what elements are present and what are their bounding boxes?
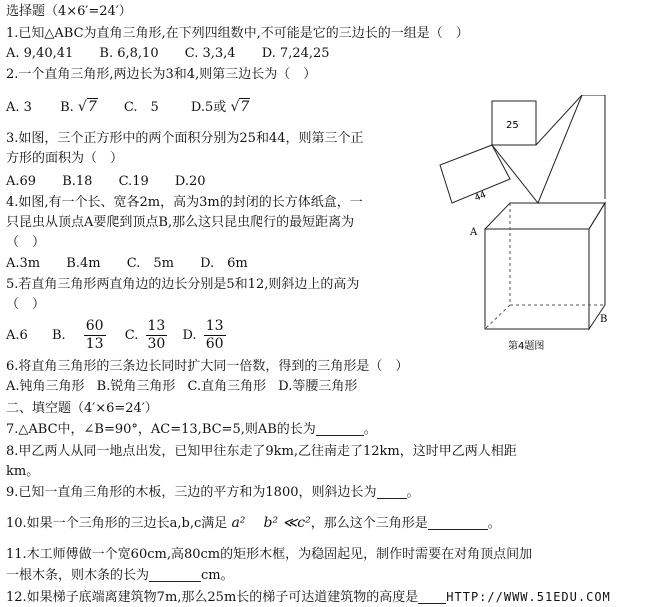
q1-options	[6, 45, 352, 63]
q11-answer-blank[interactable]	[149, 567, 201, 582]
q7-text: 7.△ABC中，∠B=90°，AC=13,BC=5,则AB的长为	[6, 422, 316, 437]
q10-answer-blank[interactable]	[428, 515, 488, 530]
q10-end: 。	[487, 516, 501, 531]
box-right	[589, 203, 608, 329]
q2-option-d: D.5或	[190, 100, 227, 115]
q8-line1: 8.甲乙两人从同一地点出发，已知甲往东走了9km,乙往南走了12km，这时甲乙两人相距	[6, 444, 517, 459]
q7-end: 。	[363, 422, 377, 437]
q10-text-mid: ，那么这个三角形是	[310, 516, 428, 531]
square-right-edge	[492, 95, 582, 203]
q5-option-b: B.	[51, 328, 66, 343]
q9-end: 。	[406, 485, 420, 500]
watermark-url: HTTP://WWW.51EDU.COM	[446, 590, 611, 604]
q9	[6, 484, 420, 502]
q7	[6, 421, 377, 439]
q2-option-b-radicand: 7	[87, 99, 97, 115]
q2-option-d-radicand: 7	[240, 99, 250, 115]
q6-stem: 6.将直角三角形的三条边长同时扩大同一倍数，得到的三角形是（ ）	[6, 359, 409, 374]
q5-option-d-fraction	[204, 318, 226, 353]
q5-option-b-fraction	[84, 318, 106, 353]
q5-b-numerator: 60	[85, 318, 104, 334]
q3-option-a: A.69	[6, 174, 37, 189]
q3-q4-figure	[430, 95, 630, 360]
box-hidden-diagonal	[485, 305, 510, 329]
q2-stem: 2.一个直角三角形,两边长为3和4,则第三边长为（ ）	[6, 67, 317, 82]
q3-option-d: D.20	[174, 174, 206, 189]
q5-option-a: A.6	[6, 328, 28, 343]
q2-option-c: C. 5	[123, 100, 159, 115]
q6-option-b: B.锐角三角形	[96, 379, 176, 394]
q5-line2: （ ）	[6, 297, 46, 312]
q9-text: 9.已知一直角三角形的木板，三边的平方和为1800，则斜边长为	[6, 485, 377, 500]
q3-option-c: C.19	[118, 174, 149, 189]
q3-line1: 3.如图，三个正方形中的两个面积分别为25和44，则第三个正	[6, 131, 364, 146]
box-top	[485, 203, 605, 229]
q12-answer-blank[interactable]	[418, 589, 446, 604]
q1-stem: 1.已知△ABC为直角三角形,在下列四组数中,不可能是它的三边长的一组是（ ）	[6, 26, 469, 41]
q1-option-d: D. 7,24,25	[261, 46, 330, 61]
q5-c-denominator: 30	[147, 336, 166, 352]
q5-option-c: C.	[124, 328, 139, 343]
q3-options	[6, 173, 228, 191]
q12	[6, 588, 611, 607]
q6-option-c: C.直角三角形	[187, 379, 267, 394]
q7-answer-blank[interactable]	[316, 421, 364, 436]
q2-options	[6, 98, 250, 117]
q6-option-a: A.钝角三角形	[6, 379, 85, 394]
q4-option-a: A.3m	[6, 256, 41, 271]
q4-options	[6, 255, 270, 273]
q10-text: 10.如果一个三角形的三边长a,b,c满足	[6, 516, 228, 531]
q3-line2: 方形的面积为（ ）	[6, 151, 124, 166]
q5-option-c-fraction	[146, 318, 168, 353]
q6-option-d: D.等腰三角形	[278, 379, 358, 394]
label-vertex-b: B	[600, 314, 608, 325]
section1-title: 选择题（4×6′=24′）	[6, 4, 132, 19]
q12-text: 12.如果梯子底端离建筑物7m,那么25m长的梯子可达道建筑物的高度是	[6, 590, 419, 605]
q10-math-a2: a²	[231, 515, 246, 531]
q11-end: cm。	[201, 568, 234, 583]
q10-math-b2c2: b² ≪c²	[263, 515, 311, 531]
q2-option-b-sqrt: √7	[77, 99, 97, 115]
q5-d-numerator: 13	[205, 318, 224, 334]
q10	[6, 514, 501, 533]
q2-option-a: A. 3	[6, 100, 32, 115]
q5-option-d: D.	[182, 328, 197, 343]
q11-line1: 11.木工师傅做一个宽60cm,高80cm的矩形木框，为稳固起见，制作时需要在对角顶点间加	[6, 547, 533, 562]
q9-answer-blank[interactable]	[377, 484, 407, 499]
q6-options	[6, 378, 357, 396]
q4-option-c: C. 5m	[126, 256, 174, 271]
q1-option-b: B. 6,8,10	[99, 46, 159, 61]
q2-option-d-sqrt: √7	[230, 99, 250, 115]
label-square-25: 25	[506, 120, 519, 131]
q5-d-denominator: 60	[205, 336, 224, 352]
q5-c-numerator: 13	[147, 318, 166, 334]
q1-option-a: A. 9,40,41	[6, 46, 74, 61]
figure-caption: 第4题图	[508, 341, 545, 352]
q3-option-b: B.18	[62, 174, 93, 189]
q5-line1: 5.若直角三角形两直角边的边长分别是5和12,则斜边上的高为	[6, 277, 360, 292]
q4-option-b: B.4m	[66, 256, 101, 271]
q8-line2: km。	[6, 464, 40, 479]
q5-options	[6, 318, 229, 354]
q2-option-b: B.	[60, 100, 74, 115]
label-vertex-a: A	[470, 227, 478, 238]
section2-title: 二、填空题（4′×6=24′）	[6, 401, 158, 416]
q4-line1: 4.如图,有一个长、宽各2m，高为3m的封闭的长方体纸盒，一	[6, 195, 363, 210]
q4-line2: 只昆虫从顶点A要爬到顶点B,那么这只昆虫爬行的最短距离为	[6, 215, 355, 230]
q11-line2	[6, 567, 234, 585]
q4-line3: （ ）	[6, 235, 46, 250]
q11-text: 一根木条，则木条的长为	[6, 568, 150, 583]
label-square-44: 44	[473, 190, 488, 204]
q4-option-d: D. 6m	[200, 256, 248, 271]
q1-option-c: C. 3,3,4	[184, 46, 236, 61]
q5-b-denominator: 13	[85, 336, 104, 352]
